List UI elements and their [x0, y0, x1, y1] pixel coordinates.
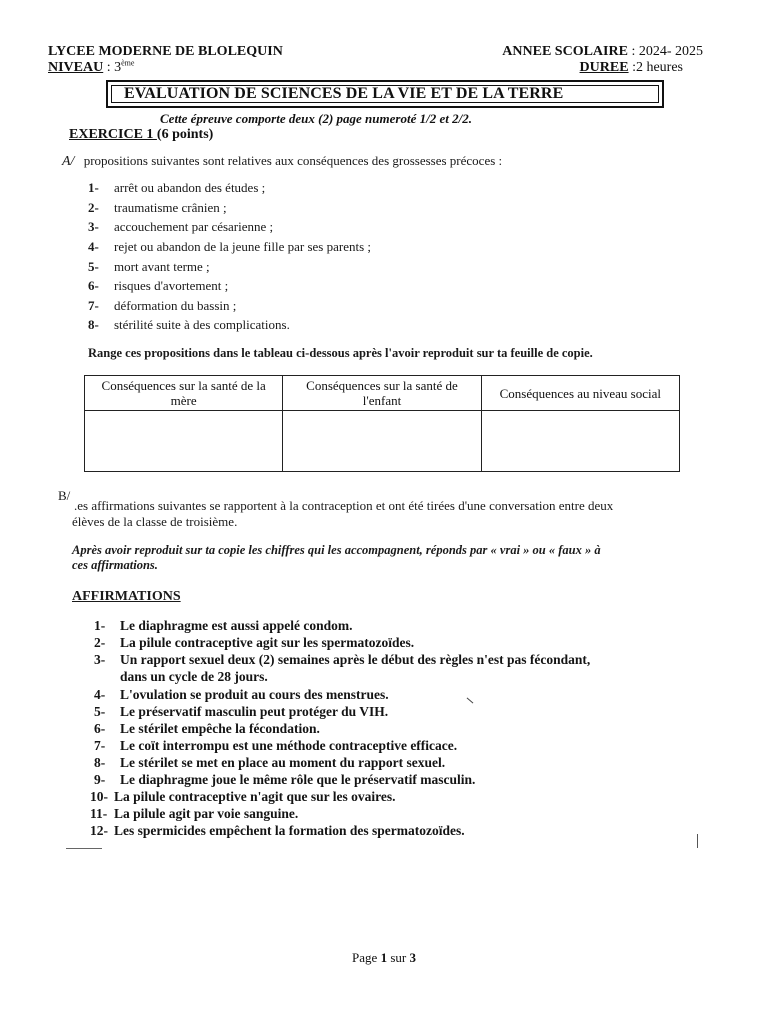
duration-value: :2 heures [628, 60, 683, 75]
list-item: 4- L'ovulation se produit au cours des menstrues. [94, 687, 389, 702]
table-header-social: Conséquences au niveau social [481, 376, 679, 411]
list-item: 8- stérilité suite à des complications. [88, 317, 290, 332]
list-item: 6- risques d'avortement ; [88, 278, 229, 293]
current-page-number: 1 [380, 950, 388, 965]
list-item: 9- Le diaphragme joue le même rôle que le préservatif masculin. [94, 772, 476, 787]
table-header-child: Conséquences sur la santé de l'enfant [283, 376, 481, 411]
part-b-intro-line-2: élèves de la classe de troisième. [72, 514, 238, 529]
page-footer: Page 1 sur 3 [352, 950, 416, 965]
list-item: 5- Le préservatif masculin peut protéger du VIH. [94, 704, 389, 719]
list-item: 7- Le coït interrompu est une méthode contraceptive efficace. [94, 738, 458, 753]
list-item: dans un cycle de 28 jours. [120, 669, 268, 684]
total-pages: 3 [409, 950, 416, 965]
part-b-task-line-1: Après avoir reproduit sur ta copie les chiffres qui les accompagnent, réponds par « vrai » ou « faux » à [72, 543, 601, 557]
list-item: 2- traumatisme crânien ; [88, 200, 227, 215]
list-item: 1- Le diaphragme est aussi appelé condom. [94, 618, 353, 633]
list-item: 2- La pilule contraceptive agit sur les spermatozoïdes. [94, 635, 415, 650]
table-cell-empty [85, 411, 283, 472]
table-row [85, 411, 680, 472]
part-a-intro: propositions suivantes sont relatives aux conséquences des grossesses précoces : [83, 153, 503, 168]
scan-artifact-mark [697, 834, 698, 848]
part-b-intro-line-1: .es affirmations suivantes se rapportent à la contraception et ont été tirées d'une conversation entre deux [74, 498, 614, 513]
list-item: 6- Le stérilet empêche la fécondation. [94, 721, 320, 736]
exercise-1-points: (6 points) [156, 127, 214, 142]
school-year-line [502, 44, 703, 60]
list-item: 10- La pilule contraceptive n'agit que sur les ovaires. [90, 789, 396, 804]
level-value: : 3 [103, 60, 122, 75]
list-item: 7- déformation du bassin ; [88, 298, 237, 313]
school-year-label: ANNEE SCOLAIRE [502, 44, 628, 59]
part-a-letter: A/ [62, 154, 75, 169]
list-item: 3- accouchement par césarienne ; [88, 219, 274, 234]
list-item: 3- Un rapport sexuel deux (2) semaines après le début des règles n'est pas fécondant, [94, 652, 591, 667]
affirmations-title: AFFIRMATIONS [72, 589, 181, 604]
list-item: 4- rejet ou abandon de la jeune fille par ses parents ; [88, 239, 372, 254]
level-line [48, 60, 134, 76]
title-box [106, 80, 664, 108]
exercise-1-heading [69, 127, 213, 143]
list-item: 12- Les spermicides empêchent la formation des spermatozoïdes. [90, 823, 465, 838]
scan-artifact-tick [467, 698, 474, 704]
part-b-letter: B/ [58, 488, 71, 503]
scan-artifact-line [66, 848, 102, 849]
level-label: NIVEAU [48, 60, 104, 75]
duration-line [580, 60, 683, 76]
table-header-row [85, 376, 680, 411]
duration-label: DUREE [579, 60, 629, 75]
consequences-table [84, 375, 680, 472]
table-header-mother: Conséquences sur la santé de la mère [85, 376, 283, 411]
list-item: 11- La pilule agit par voie sanguine. [90, 806, 299, 821]
list-item: 1- arrêt ou abandon des études ; [88, 180, 266, 195]
table-cell-empty [481, 411, 679, 472]
exam-instruction: Cette épreuve comporte deux (2) page numeroté 1/2 et 2/2. [160, 111, 472, 126]
level-superscript: ème [121, 58, 135, 68]
school-name: LYCEE MODERNE DE BLOLEQUIN [48, 44, 283, 59]
part-a-task: Range ces propositions dans le tableau ci-dessous après l'avoir reproduit sur ta feuille de copie. [88, 346, 593, 360]
exam-title: EVALUATION DE SCIENCES DE LA VIE ET DE LA TERRE [111, 85, 659, 103]
list-item: 5- mort avant terme ; [88, 259, 210, 274]
part-a-intro-line [62, 153, 502, 170]
part-b-task-line-2: ces affirmations. [72, 558, 158, 572]
table-cell-empty [283, 411, 481, 472]
school-year-value: : 2024- 2025 [627, 44, 703, 59]
exercise-1-label: EXERCICE 1 [69, 127, 157, 142]
list-item: 8- Le stérilet se met en place au moment du rapport sexuel. [94, 755, 446, 770]
